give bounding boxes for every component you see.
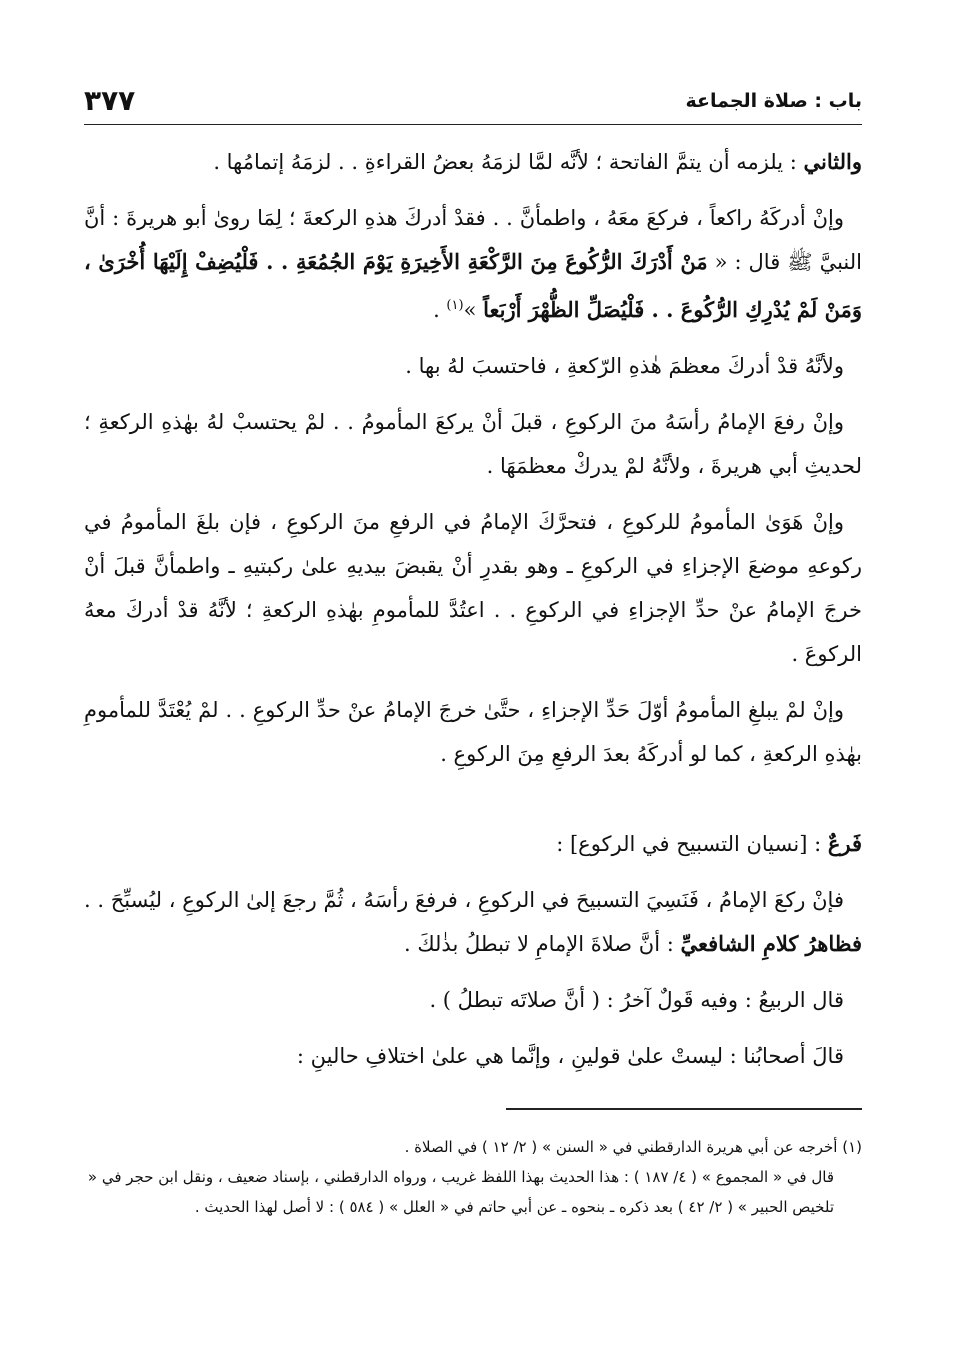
paragraph-7-bold: فظاهرُ كلامِ الشافعيِّ xyxy=(680,931,862,956)
paragraph-9: قالَ أصحابُنا : ليستْ علىٰ قولينِ ، وإنَّما هي علىٰ اختلافِ حالينِ : xyxy=(296,1044,844,1068)
footnote-1: (١) أخرجه عن أبي هريرة الدارقطني في « السنن » ( ٢/ ١٢ ) في الصلاة . xyxy=(404,1138,862,1156)
branch-label: فَرعٌ xyxy=(827,831,862,856)
book-page xyxy=(84,80,862,1222)
paragraph-2-intro: وإنْ أدركَهُ راكعاً ، فركعَ معَهُ ، واطمأنَّ . . فقدْ أدركَ هذهِ الركعةَ ؛ لِمَا روىٰ أبو هريرةَ : أنَّ النبيَّ ﷺ قال : « xyxy=(84,206,862,274)
paragraph-6: وإنْ لمْ يبلغِ المأمومُ أوّلَ حَدِّ الإجزاءِ ، حتَّىٰ خرجَ الإمامُ عنْ حدِّ الركوعِ . . لمْ يُعْتَدَّ للمأمومِ بهٰذهِ الركعةِ ، كما لو أدركَهُ بعدَ الرفعِ مِنَ الركوعِ . xyxy=(84,698,862,766)
hadith-text: مَنْ أَدْرَكَ الرُّكُوعَ مِنَ الرَّكْعَةِ الأَخِيرَةِ يَوْمَ الجُمُعَةِ . . فَلْيُضِفْ إِلَيْهَا أُخْرَىٰ ، وَمَنْ لَمْ يُدْرِكِ الرُّكُوعَ . . فَلْيُصَلِّ الظُّهْرَ أَرْبَعاً xyxy=(84,249,862,322)
paragraph-7-a: فإنْ ركعَ الإمامُ ، فَنَسِيَ التسبيحَ في الركوعِ ، فرفعَ رأسَهُ ، ثُمَّ رجعَ إلىٰ الركوعِ ، ليُسبِّحَ . . xyxy=(84,888,844,912)
footnote-1-continued: قال في « المجموع » ( ٤/ ١٨٧ ) : هذا الحديث بهذا اللفظ غريب ، ورواه الدارقطني ، بإسناد ضعيف ، ونقل ابن حجر في « تلخيص الحبير » ( ٢/ ٤٢ ) بعد ذكره ـ بنحوه ـ عن أبي حاتم في « العلل » ( ٥٨٤ ) : لا أصل لهذا الحديث . xyxy=(87,1168,834,1216)
footnote-marker: (١) xyxy=(446,298,464,313)
paragraph-5: وإنْ هَوَىٰ المأمومُ للركوعِ ، فتحرَّكَ الإمامُ في الرفعِ منَ الركوعِ ، فإن بلغَ المأمومُ في ركوعهِ موضعَ الإجزاءِ في الركوعِ ـ وهو بقدرِ أنْ يقبضَ بيديهِ علىٰ ركبتيهِ ـ واطمأنَّ قبلَ أنْ خرجَ الإمامُ عنْ حدِّ الإجزاءِ في الركوعِ . . اعتُدَّ للمأمومِ بهٰذهِ الركعةِ ؛ لأنَّهُ قدْ أدركَ معهُ الركوعَ . xyxy=(84,510,862,666)
paragraph-1-body: : يلزمه أن يتمَّ الفاتحة ؛ لأنَّه لمَّا لزمَهُ بعضُ القراءةِ . . لزمَهُ إتمامُها . xyxy=(213,150,804,174)
branch-heading xyxy=(84,822,862,866)
footnotes xyxy=(84,1132,862,1222)
branch-title: : [نسيان التسبيح في الركوع] : xyxy=(556,832,828,856)
paragraph-8: قال الربيعُ : وفيه قَولٌ آخرُ : ( أنَّ صلاتَه تبطلُ ) . xyxy=(429,988,844,1012)
paragraph-2-close: » xyxy=(463,298,484,322)
footnote-rule xyxy=(506,1108,862,1110)
paragraph-1 xyxy=(84,140,862,184)
page-number: ٣٧٧ xyxy=(84,84,136,117)
paragraph-1-lead: والثاني xyxy=(803,149,862,174)
running-title: باب : صلاة الجماعة xyxy=(685,90,862,112)
paragraph-2-end: . xyxy=(433,298,447,322)
paragraph-2 xyxy=(84,196,862,332)
paragraph-3: ولأنَّهُ قدْ أدركَ معظمَ هٰذهِ الرّكعةِ ، فاحتسبَ لهُ بها . xyxy=(405,354,844,378)
paragraph-7 xyxy=(84,878,862,966)
paragraph-7-b: : أنَّ صلاةَ الإمامِ لا تبطلُ بذٰلكَ . xyxy=(403,932,681,956)
main-text xyxy=(84,140,862,1078)
header-rule xyxy=(84,124,862,125)
page-header xyxy=(84,80,862,126)
paragraph-4: وإنْ رفعَ الإمامُ رأسَهُ منَ الركوعِ ، قبلَ أنْ يركعَ المأمومُ . . لمْ يحتسبْ لهُ بهٰذهِ الركعةِ ؛ لحديثِ أبي هريرةَ ، ولأنَّهُ لمْ يدركْ معظمَهَا . xyxy=(84,410,862,478)
